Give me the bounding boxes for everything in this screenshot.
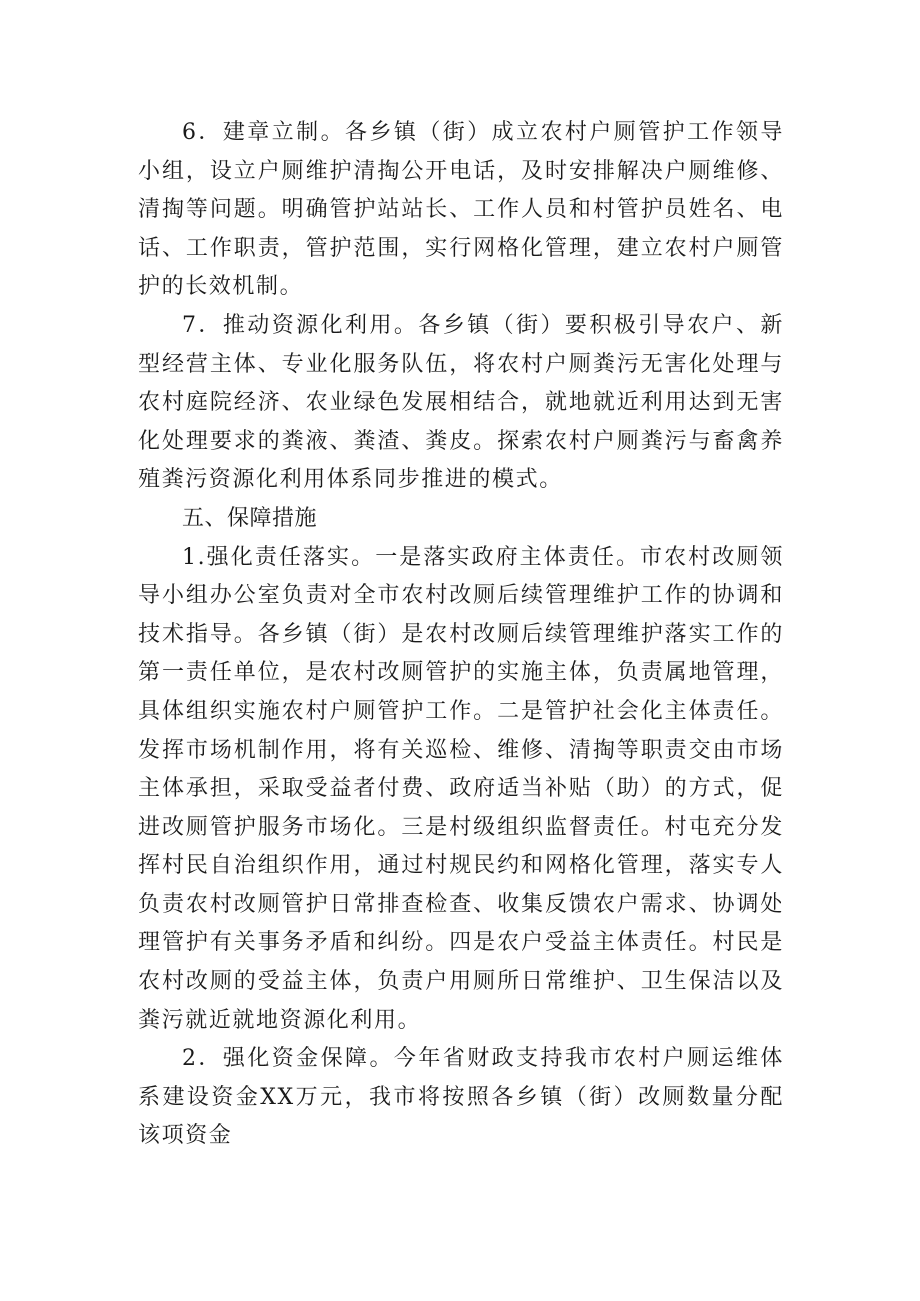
- paragraph-7: [138, 307, 784, 500]
- paragraph-6-text: 各乡镇（街）成立农村户厕管护工作领导小组，设立户厕维护清掏公开电话，及时安排解决户厕维修、清掏等问题。明确管护站站长、工作人员和村管护员姓名、电话、工作职责，管护范围，实行网格化管理，建立农村户厕管护的长效机制。: [138, 120, 784, 300]
- document-body: [138, 114, 784, 1156]
- paragraph-s2-lead: 2．强化资金保障。: [182, 1046, 394, 1072]
- paragraph-6: [138, 114, 784, 307]
- paragraph-s1-lead: 1.强化责任落实。: [182, 544, 376, 570]
- paragraph-s2-text: 今年省财政支持我市农村户厕运维体系建设资金XX万元，我市将按照各乡镇（街）改厕数量分配该项资金: [138, 1046, 784, 1149]
- paragraph-s2: [138, 1040, 784, 1156]
- paragraph-s1: [138, 539, 784, 1041]
- paragraph-s1-text: 一是落实政府主体责任。市农村改厕领导小组办公室负责对全市农村改厕后续管理维护工作的协调和技术指导。各乡镇（街）是农村改厕后续管理维护落实工作的第一责任单位，是农村改厕管护的实施主体，负责属地管理，具体组织实施农村户厕管护工作。二是管护社会化主体责任。发挥市场机制作用，将有关巡检、维修、清掏等职责交由市场主体承担，采取受益者付费、政府适当补贴（助）的方式，促进改厕管护服务市场化。三是村级组织监督责任。村屯充分发挥村民自治组织作用，通过村规民约和网格化管理，落实专人负责农村改厕管护日常排查检查、收集反馈农户需求、协调处理管护有关事务矛盾和纠纷。四是农户受益主体责任。村民是农村改厕的受益主体，负责户用厕所日常维护、卫生保洁以及粪污就近就地资源化利用。: [138, 544, 784, 1033]
- paragraph-7-text: 各乡镇（街）要积极引导农户、新型经营主体、专业化服务队伍，将农村户厕粪污无害化处理与农村庭院经济、农业绿色发展相结合，就地就近利用达到无害化处理要求的粪液、粪渣、粪皮。探索农村户厕粪污与畜禽养殖粪污资源化利用体系同步推进的模式。: [138, 312, 784, 493]
- paragraph-7-lead: 7．推动资源化利用。: [182, 312, 419, 338]
- section-heading: 五、保障措施: [182, 505, 318, 531]
- paragraph-6-lead: 6．建章立制。: [182, 120, 346, 145]
